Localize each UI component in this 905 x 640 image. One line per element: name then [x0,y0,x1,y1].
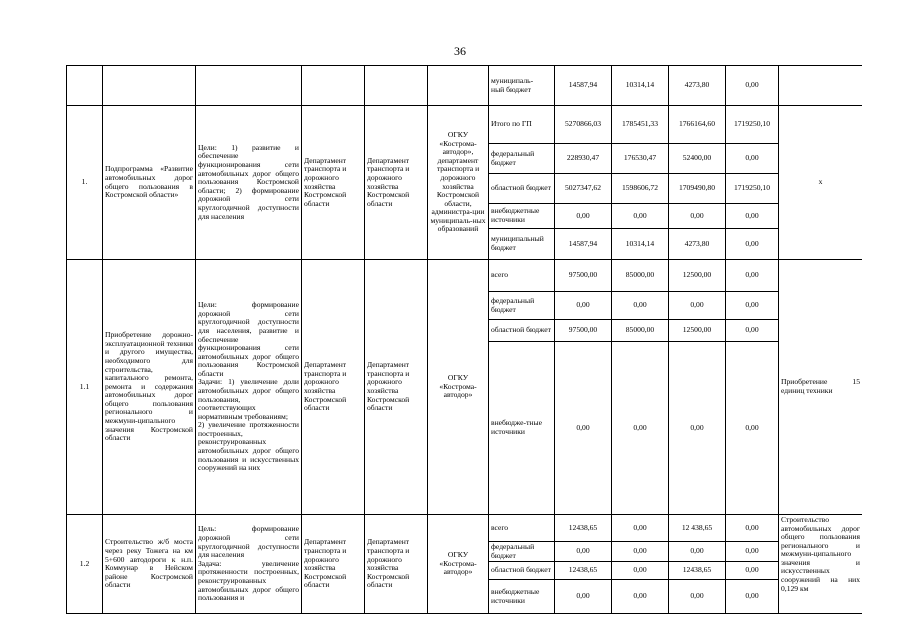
continuation-row [67,66,863,106]
value-year3-cell: 0,00 [726,320,779,342]
funding-source-cell: муниципальный бюджет [489,229,555,260]
program-table-sheet [66,65,862,625]
empty-cell [302,66,365,106]
coordinator-cell: Департамент транспорта и дорожного хозяйства Костромской области [365,260,428,515]
customer-cell: Департамент транспорта и дорожного хозяйства Костромской области [302,106,365,260]
row-number-cell: 1. [67,106,103,260]
executor-cell: ОГКУ «Кострома-автодор» [428,260,489,515]
empty-cell [365,66,428,106]
value-year1-cell: 10314,14 [612,229,669,260]
funding-source-cell: всего [489,260,555,292]
funding-source-cell: федеральный бюджет [489,144,555,174]
value-year3-cell: 0,00 [726,144,779,174]
value-year3-cell: 0,00 [726,562,779,580]
coordinator-cell: Департамент транспорта и дорожного хозяйства Костромской области [365,106,428,260]
value-total-cell: 0,00 [555,542,612,562]
funding-source-cell: внебюджетные источники [489,580,555,614]
value-total-cell: 0,00 [555,204,612,229]
value-total-cell: 97500,00 [555,260,612,292]
row-number-cell: 1.2 [67,515,103,614]
value-year3-cell: 0,00 [726,515,779,542]
value-year1-cell: 0,00 [612,515,669,542]
executor-cell: ОГКУ «Кострома-автодор» [428,515,489,614]
measure-name-cell: Приобретение дорожно-эксплуатационной техники и другого имущества, необходимого для строительства, капитального ремонта, ремонта и содержания автомобильных дорог общего пользования регионального и межмуни-ципального значения Костромской области [103,260,196,515]
result-cell: Строительство автомобильных дорог общего пользования регионального и межмуни-ципального значения и искусственных сооружений на них 0,129 км [779,515,863,614]
value-year2-cell: 12500,00 [669,320,726,342]
value-year3-cell: 1719250,10 [726,106,779,144]
funding-source-cell: Итого по ГП [489,106,555,144]
empty-cell [103,66,196,106]
funding-source-cell: внебюдже-тные источники [489,342,555,515]
row-number-cell: 1.1 [67,260,103,515]
value-total-cell: 228930,47 [555,144,612,174]
value-year1-cell: 0,00 [612,542,669,562]
value-year2-cell: 0,00 [669,204,726,229]
executor-cell: ОГКУ «Кострома-автодор», департамент транспорта и дорожного хозяйства Костромской области, администра-ции муниципаль-ных образований [428,106,489,260]
value-total-cell: 14587,94 [555,66,612,106]
value-total-cell: 0,00 [555,292,612,320]
funding-source-cell: всего [489,515,555,542]
customer-cell: Департамент транспорта и дорожного хозяйства Костромской области [302,515,365,614]
value-total-cell: 0,00 [555,580,612,614]
value-year1-cell: 176530,47 [612,144,669,174]
empty-cell [779,66,863,106]
value-total-cell: 5027347,62 [555,174,612,204]
value-year1-cell: 1785451,33 [612,106,669,144]
value-total-cell: 0,00 [555,342,612,515]
value-year2-cell: 0,00 [669,542,726,562]
funding-source-cell: внебюджетные источники [489,204,555,229]
funding-source-cell: федеральный бюджет [489,292,555,320]
value-year3-cell: 0,00 [726,342,779,515]
value-year1-cell: 1598606,72 [612,174,669,204]
funding-row [67,106,863,144]
result-cell: Приобретение 15 единиц техники [779,260,863,515]
value-total-cell: 12438,65 [555,562,612,580]
value-total-cell: 12438,65 [555,515,612,542]
measure-name-cell: Строительство ж/б моста через реку Тожега на км 5+600 автодороги к н.п. Коммунар в Нейском районе Костромской области [103,515,196,614]
goals-tasks-cell: Цели: формирование дорожной сети круглогодичной доступности для населения, развитие и обеспечение функционирования сети автомобильных дорог общего пользования Костромской области Задачи: 1) увеличение доли автомобильных дорог общего пользования, соответствующих нормативным требованиям; 2) увеличение протяженности построенных, реконструированных автомобильных дорог общего пользования и искусственных сооружений на них [196,260,302,515]
value-year2-cell: 12500,00 [669,260,726,292]
value-year1-cell: 0,00 [612,562,669,580]
empty-cell [196,66,302,106]
value-year1-cell: 85000,00 [612,260,669,292]
value-year1-cell: 0,00 [612,292,669,320]
value-total-cell: 14587,94 [555,229,612,260]
value-year2-cell: 4273,80 [669,66,726,106]
empty-cell [428,66,489,106]
value-year2-cell: 0,00 [669,580,726,614]
value-year1-cell: 0,00 [612,580,669,614]
coordinator-cell: Департамент транспорта и дорожного хозяйства Костромской области [365,515,428,614]
value-year1-cell: 0,00 [612,342,669,515]
value-year3-cell: 1719250,10 [726,174,779,204]
measure-name-cell: Подпрограмма «Развитие автомобильных дорог общего пользования в Костромской области» [103,106,196,260]
value-year3-cell: 0,00 [726,580,779,614]
funding-source-cell: муниципаль- ный бюджет [489,66,555,106]
value-year3-cell: 0,00 [726,260,779,292]
empty-cell [67,66,103,106]
funding-source-cell: областной бюджет [489,174,555,204]
value-year2-cell: 12438,65 [669,562,726,580]
value-year1-cell: 0,00 [612,204,669,229]
funding-source-cell: федеральный бюджет [489,542,555,562]
value-total-cell: 5270866,03 [555,106,612,144]
value-year2-cell: 4273,80 [669,229,726,260]
value-year2-cell: 1709490,80 [669,174,726,204]
result-cell: х [779,106,863,260]
goals-tasks-cell: Цель: формирование дорожной сети круглогодичной доступности для населения Задача: увеличение протяженности построенных, реконструированных автомобильных дорог общего пользования и [196,515,302,614]
value-year2-cell: 12 438,65 [669,515,726,542]
value-year2-cell: 0,00 [669,292,726,320]
value-year3-cell: 0,00 [726,66,779,106]
value-year2-cell: 1766164,60 [669,106,726,144]
value-year1-cell: 85000,00 [612,320,669,342]
funding-source-cell: областной бюджет [489,562,555,580]
table-body [67,66,863,614]
value-year3-cell: 0,00 [726,204,779,229]
value-year3-cell: 0,00 [726,542,779,562]
funding-row [67,515,863,542]
value-year1-cell: 10314,14 [612,66,669,106]
program-table [66,65,862,614]
value-year2-cell: 0,00 [669,342,726,515]
funding-source-cell: областной бюджет [489,320,555,342]
funding-row [67,260,863,292]
value-year2-cell: 52400,00 [669,144,726,174]
customer-cell: Департамент транспорта и дорожного хозяйства Костромской области [302,260,365,515]
page-number: 36 [454,44,466,58]
value-year3-cell: 0,00 [726,292,779,320]
goals-tasks-cell: Цели: 1) развитие и обеспечение функционирования сети автомобильных дорог общего пользования Костромской области; 2) формирование дорожной сети круглогодичной доступности для населения [196,106,302,260]
value-total-cell: 97500,00 [555,320,612,342]
value-year3-cell: 0,00 [726,229,779,260]
